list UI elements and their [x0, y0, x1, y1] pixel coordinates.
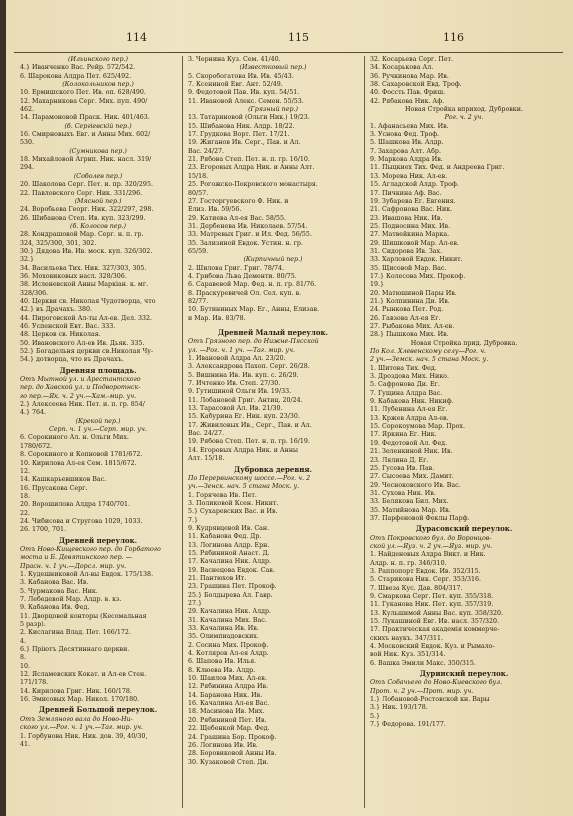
entry-line: 9. Федотовой Пав. Ив. куп. 54/51. [188, 89, 300, 97]
entry-line: 65/59. [188, 247, 209, 255]
entry-line: 20. Шаколова Серг. Пет. и. пр. 320/295. [20, 181, 153, 189]
entry-line: 4. Грибова Льва Дементи. 80/75. [188, 272, 297, 280]
entry-line: уч.—Зенск. нач. 5 стана Моск. у. [188, 483, 300, 491]
entry-line: 15. Шибанова Ник. Алдр. 18/22. [188, 122, 295, 130]
entry-line: (Ильинского пер.) [68, 56, 128, 63]
entry-line: 54.} дотворца, что въ Драчахъ. [20, 356, 124, 364]
entry-line: 5.} Сухаревских Вас. и Ив. [188, 508, 278, 516]
entry-line: 17. Грудкова Ворт. Пет. 17/21. [188, 131, 290, 139]
entry-line: Отъ Земляного вала до Ново-Ни- [20, 715, 133, 723]
entry-line: 50. Ивановского Ал-ев Ив. Дьяк. 335. [20, 339, 145, 347]
entry-line: 34. Васильева Тих. Ник. 327/303, 305. [20, 264, 147, 272]
entry-line: 17. Качалина Ник. Алдр. [188, 558, 272, 566]
entry-line: 48. Церков св. Николая. [20, 331, 101, 339]
entry-line: (Кирпичный пер.) [243, 256, 303, 264]
entry-line: 11. Гуканова Ник. Пет. куп. 357/319. [370, 601, 494, 609]
entry-line: 7. Лебедевой Мар. Алдр. в. кз. [20, 596, 122, 603]
entry-line: 8. Праскуревичей Ол. Сел. куп. в. [188, 289, 302, 297]
entry-line: 1. Афанасьева Мих. Ив. [370, 122, 449, 130]
entry-line: 26. 1700, 701. [20, 526, 67, 534]
entry-line: 36. Ручкинова Мар. Ив. [370, 72, 449, 80]
entry-line: 38. Сахаровской Евд. Троф. [370, 81, 462, 89]
entry-line: 21.} Колпинина Ди. Ив. [370, 297, 450, 305]
entry-line: 33. Качалина Ив. Ив. [188, 625, 259, 633]
entry-line: 13. Кржев Алдра Ал-ев. [370, 414, 449, 422]
entry-line: 13. Татариновой (Ольги Ник.) 19/23. [188, 114, 310, 122]
entry-line: 9. Кабакова Ник. Никиф. [370, 398, 454, 406]
entry-line: Отъ Собачьего до Ново-Киевского бул. [370, 679, 503, 687]
entry-line: 28.} Пышкова Мих. Ив. [370, 331, 449, 339]
entry-line: 52.} Богадельня церкви св.Николая Чу- [20, 348, 154, 356]
entry-line: 5.} [370, 712, 381, 720]
entry-line: 27. Матвейкина Марка. [370, 231, 450, 239]
entry-line: 9. Кудрявцевой Ив. Сан. [188, 524, 270, 532]
page-number-left: 114 [126, 31, 147, 44]
ledger-page [6, 0, 573, 816]
entry-line: 17. Практическая академія коммерче- [370, 626, 500, 634]
entry-line: Вас. 24/27. [188, 147, 225, 155]
entry-line: 24. Грашина Бор. Прокоф. [188, 733, 277, 741]
entry-line: 328/306. [20, 289, 49, 297]
column-divider [364, 56, 365, 808]
entry-line: 6. Сорокиного Ал. н. Ольги Мих. [20, 434, 129, 442]
entry-line: Рог. ч. 2 уч. [444, 114, 484, 122]
entry-line: Отъ Мытной ул. и Арестантского [20, 376, 141, 384]
entry-line: 8. Клюева Ив. Алдр. [188, 666, 256, 674]
entry-line: 35. Зализиной Евдок. Устин. н. гр. [188, 239, 303, 247]
entry-line: 24. Рынкова Пет. Род. [370, 306, 444, 314]
entry-line: 19. Васнецова Евдок. Сав. [188, 566, 275, 574]
entry-line: 19. Федотовой Ал. Фед. [370, 439, 448, 447]
entry-line: пер. до Хавской ул. и Подворотнск- [20, 384, 141, 392]
header-rule [14, 52, 563, 53]
entry-line: 7.} [188, 516, 199, 524]
entry-line: (б. Сергіевскій пер.) [64, 122, 132, 130]
entry-line: 21. Зеленкиной Ник. Ив. [370, 448, 453, 456]
entry-line: 5. Шашкова Ив. Алдр. [370, 139, 444, 147]
entry-line: 27. Рыбакова Мих. Ал-ев. [370, 323, 455, 330]
entry-line: 23. Егоровых Алдра Ник. и Анны Алт. [188, 164, 315, 172]
entry-line: 15/18. [188, 172, 209, 180]
entry-line: 14. Кирилова Григ. Ник. 160/178. [20, 687, 132, 695]
entry-line: 294. [20, 164, 35, 172]
entry-line: 31. Качалина Мих. Вас. [188, 616, 267, 624]
entry-line: 26. Шибанова Степ. Ив. куп. 323/299. [20, 214, 146, 222]
entry-line: Отъ Покровского бул. до Воронцов- [370, 534, 492, 542]
entry-line: 14. Кашкарьевшиков Вас. [20, 476, 107, 484]
entry-line: Новая Стройка прид. Дубровка. [410, 339, 518, 347]
entry-line: 2. Кислагина Влад. Пет. 166/172. [20, 629, 131, 637]
entry-line: 6. Саравевой Мар. Фед. н. п. гр. 81/76. [188, 281, 317, 289]
entry-line: 20. Рябининой Пет. Ив. [188, 716, 267, 724]
entry-line: 11. Кабанова Фед. Др. [188, 533, 262, 541]
entry-line: 20. Матюшиной Пары Ив. [370, 289, 457, 297]
entry-line: 10. [20, 662, 31, 670]
entry-line: 17. Пичкина Аф. Вас. [370, 189, 442, 197]
section-heading: Древней Малый переулок. [217, 329, 328, 337]
entry-line: 42.} въ Драчахъ. 380. [20, 306, 92, 314]
entry-line: 15. Лукашиной Евг. Ив. насл. 357/320. [370, 618, 500, 626]
entry-line: (б. Колосов пер.) [69, 222, 127, 230]
entry-line: моста и Б. Девятинского пер. — [20, 554, 132, 562]
entry-line: 9. Кабанова Ив. Фед. [20, 604, 90, 612]
entry-line: 23. Ивашова Ник. Ив. [370, 214, 443, 222]
entry-line: 7. Захарова Алт. Абр. [370, 147, 441, 155]
entry-line: 10. Кирилова Ал-ея Сем. 1815/672. [20, 459, 137, 467]
entry-line: 30. Кузаковой Степ. Ди. [188, 758, 269, 766]
entry-line: 6. Вашка Эмили Макс. 350/315. [370, 659, 476, 667]
page-number-row [6, 31, 573, 47]
entry-line: 6.} Пріютъ Десятиннаго церкви. [20, 646, 130, 654]
entry-line: 29. Чесноковского Ив. Вас. [370, 481, 461, 489]
entry-line: 15. Сорокоумова Мар. Прох. [370, 423, 465, 431]
entry-line: Прасн. ч. 1 уч.—Дорсл. мир. уч. [20, 562, 127, 570]
entry-line: 21. Рябова Степ. Пет. н. п. гр. 16/10. [188, 156, 310, 164]
entry-line: 4. Московский Евдок. Куз. и Рымало- [370, 643, 495, 651]
entry-line: 6. Шарокова Алдра Пет. 625/492. [20, 72, 132, 80]
entry-line: 5. Скоробогатова Ив. Ив. 45/43. [188, 72, 294, 80]
entry-line: 2. Шилова Григ. Григ. 78/74. [188, 264, 285, 272]
entry-line: 23. Лялина Д. Ег. [370, 456, 429, 464]
entry-line: 19. Рябова Степ. Пет. н. п. гр. 16/19. [188, 438, 310, 446]
page-number-center: 115 [288, 31, 309, 44]
entry-line: 35. Олимпиадовских. [188, 633, 259, 641]
entry-line: 32. Косарьева Серг. Пет. [370, 56, 454, 63]
section-heading: Древней Большой переулок. [38, 706, 158, 715]
entry-line: 5. Вишнина Ив. Ив. куп. с. 26/29. [188, 371, 299, 379]
entry-line: 16. Прусакова Серг. [20, 484, 88, 492]
entry-line: 46. Успенской Евт. Вас. 333. [20, 323, 116, 330]
column-divider [182, 56, 183, 808]
entry-line: 16. Эмисовых Мар. Никол. 170/180. [20, 696, 140, 704]
entry-line: 33. Белякова Бил. Мих. [370, 498, 449, 506]
entry-line: 33. Харловой Евдок. Никит. [370, 256, 463, 264]
entry-line: 37. Парфеновой Феклы Парф. [370, 514, 470, 522]
text-column-right [370, 56, 558, 810]
entry-line: 22. [20, 509, 31, 517]
entry-line: 25. Подносина Мих. Ив. [370, 222, 451, 230]
entry-line: (Мясной пер.) [74, 197, 122, 205]
entry-line: (Крекой пер.) [75, 417, 121, 425]
entry-line: 22. Щебенкой Мар. Фед. [188, 725, 270, 733]
entry-line: ул. —Рог. ч. 1 уч. —Таг. мир. уч. [188, 346, 295, 354]
entry-line: 16. Смирновыхъ Евг. и Анны Мих. 602/ [20, 131, 151, 139]
entry-line: 22. Павловского Серг. Ник. 331/296. [20, 189, 143, 197]
text-column-left [20, 56, 176, 810]
entry-line: 19. Жиганов Ив. Серг., Пав. и Ал. [188, 139, 301, 147]
section-heading: Древняя площадь. [59, 366, 137, 375]
entry-line: 34. Косарькова Ал. [370, 64, 434, 72]
entry-line: Отъ Грязного пер. до Нижне-Пясской [188, 338, 319, 346]
entry-line: 3. Раппопорт Евдок. Ив. 352/315. [370, 567, 481, 575]
entry-line: 28. Боровиковой Анны Ив. [188, 750, 277, 758]
entry-line: 21. Пантюхов Ит. [188, 574, 247, 582]
entry-line: 29. Качалина Ник. Алдр. [188, 608, 272, 616]
entry-line: 13. Тарасовой Ал. Ив. 21/30. [188, 405, 283, 413]
entry-line: и Мар. Ив. 83/78. [188, 314, 246, 322]
entry-line: 10. Шаилов Мих. Ал-ев. [188, 675, 267, 683]
entry-line: 11. Ивановой Алекс. Семен. 55/53. [188, 97, 304, 105]
entry-line: 7. Гущина Алдра Вас. [370, 389, 443, 397]
entry-line: Серп. ч. 1 уч.—Серп. мир. уч. [49, 426, 147, 434]
entry-line: 38. Исленевской Анны Маркіан. к. мг. [20, 281, 149, 289]
section-heading: Дуринский переулок. [419, 670, 509, 679]
entry-line: ской ул.—Яуз. ч. 2 уч.—Яуз. мир. уч. [370, 542, 493, 550]
entry-line: Отъ Ново-Кищевского пер. до Горбатого [20, 545, 161, 553]
entry-line: 5 разр). [20, 621, 46, 629]
entry-line: 36. Моховиковых насл. 328/306. [20, 272, 127, 280]
entry-line: 17.} Колесова Мих. Прокоф. [370, 272, 466, 280]
entry-line: 324, 325/300, 301, 302. [20, 239, 97, 247]
entry-line: 31. Сидорова Ив. Зах. [370, 247, 443, 255]
entry-line: 3. Уснова Фед. Троф. [370, 131, 440, 139]
entry-line: 24. Воробьева Георг. Ник. 322/297, 298. [20, 206, 154, 214]
entry-line: 35. Щисовой Мар. Вас. [370, 264, 447, 272]
entry-line: 40. Церкви св. Николая Чудотворца, что [20, 297, 156, 305]
entry-line: 4. Котляров Ал-ея Алдр. [188, 650, 269, 658]
entry-line: 33. Матревых Григ. и Ил. Фед. 56/55. [188, 231, 312, 239]
entry-line: 3. Кабанова Вас. Ив. [20, 579, 89, 587]
entry-line: го пер.—Як. ч. 2 уч.—Хам.-мир. уч. [20, 392, 137, 400]
entry-line: 41. [20, 740, 31, 748]
entry-line: 7. Ксениной Евг. Ант. 52/49. [188, 81, 283, 89]
entry-line [188, 323, 358, 327]
entry-line: 17. Яркина Ег. Ник. [370, 431, 437, 439]
entry-line: (Сумникова пер.) [69, 147, 127, 155]
entry-line: 1. Найденовых Алдра Викт. и Ник. [370, 551, 486, 559]
entry-line: 1. Шитова Тих. Фед. [370, 364, 437, 372]
entry-line: 7. Швеза Кус. Дав. 804/317. [370, 584, 463, 592]
entry-line: 4.} 764. [20, 409, 47, 417]
entry-line: (Грязный пер.) [248, 106, 298, 114]
entry-line: 3. Александрова Пахоп. Серг. 26/28. [188, 363, 310, 371]
entry-line: 2 уч.—Земск. нач. 5 стана Моск. у. [370, 356, 489, 364]
entry-line: вой Ник. Куз. 351/314. [370, 651, 446, 659]
entry-line: 11. Пыцкиех Тих. Фед. и Андреева Григ. [370, 164, 505, 172]
entry-line: 20. Ворошилова Алдра 1740/701. [20, 501, 130, 509]
entry-line: 171/178. [20, 679, 49, 687]
entry-line: 1780/672. [20, 442, 53, 450]
entry-line: 12. Рябинина Алдра Ив. [188, 683, 269, 691]
entry-line: 32.} [20, 256, 35, 264]
entry-line: 18. Михайловой Агрип. Ник. насл. 319/ [20, 156, 152, 164]
entry-line: 80/57. [188, 189, 209, 197]
entry-line: 13. Логинова Алдр. Ерн. [188, 541, 270, 549]
entry-line: 35. Матийнова Мар. Ив. [370, 506, 451, 514]
entry-line: 15. Агладской Алдр. Троф. [370, 181, 459, 189]
entry-line: 5. Старикова Ник. Серг. 353/316. [370, 576, 481, 584]
entry-line: 13. Кульшимой Анны Вас. куп. 358/320. [370, 609, 504, 617]
entry-line: 19. Зубарева Ег. Евгения. [370, 197, 456, 205]
entry-line: 5. Чурмакова Вас. Ник. [20, 587, 98, 595]
entry-line: 17. Живиловых Ив., Серг., Пав. и Ал. [188, 421, 312, 429]
entry-line: (Колокольников пер.) [62, 81, 134, 89]
entry-line: 14. Баранова Ник. Ив. [188, 691, 263, 699]
entry-line: 9. Маркова Алдра Ив. [370, 156, 443, 164]
entry-line: Вас. 24/27. [188, 430, 225, 438]
entry-line: 27. Сысоева Мих. Дамит. [370, 473, 454, 481]
entry-line: 462. [20, 106, 35, 114]
entry-line: 26. Логинова Ив. Ив. [188, 741, 258, 749]
entry-line: 1. Горячева Ив. Пет. [188, 491, 257, 499]
entry-line: 42. Рябакова Ник. Аф. [370, 97, 445, 105]
entry-line: 16. Качалина Ал-ея Вас. [188, 700, 270, 708]
entry-line: 2.} Алексеева Ник. Пет. и. п. гр. 854/ [20, 401, 145, 409]
entry-line: 530. [20, 139, 35, 147]
entry-line: Алдр. н. п. гр. 346/310. [370, 559, 447, 567]
entry-line: 31. Сухова Ник. Ив. [370, 489, 436, 497]
entry-line: 14. Егоровых Алдра Ник. и Анны [188, 446, 299, 454]
entry-line: 1. Горбунова Ник. Ник. дов. 39, 40/30, [20, 732, 148, 740]
entry-line: 12. [20, 467, 31, 475]
section-heading: Древней переулок. [58, 536, 138, 545]
entry-line: 26. Гавзова Ал-ея Ег. [370, 314, 441, 322]
entry-line: 4.} Иванченко Вас. Рейр. 572/542. [20, 64, 136, 72]
entry-line: 11. Дворцовой конторы (Кесомальная [20, 612, 147, 620]
entry-line: 2. Сосина Мих. Прокоф. [188, 641, 269, 649]
entry-line: Алт. 15/18. [188, 455, 225, 463]
entry-line: 8. [20, 654, 27, 662]
entry-line: 15. Кабурина Ег. Ник. куп. 23/30. [188, 413, 300, 421]
entry-line: 1.} Лобановой-Ростовской кн. Вары [370, 696, 490, 704]
entry-line: 21. Сафронова Вас. Ник. [370, 206, 453, 214]
entry-line: 13. Морева Ник. Ал-ев. [370, 172, 448, 180]
entry-line: 29. Шишковой Мар. Ал-ев. [370, 239, 459, 247]
entry-line: 30.} Дядова Ив. Ив. моск. куп. 326/302. [20, 247, 153, 255]
entry-line: Прот. ч. 2 уч.—Прот. мир. уч. [370, 687, 474, 695]
entry-line: 11. Лобановой Григ. Антиц. 20/24. [188, 396, 303, 404]
entry-line: 9. Гутишиной Ольги Ив. 19/33. [188, 388, 292, 396]
section-heading: Дубровка деревня. [234, 465, 312, 474]
entry-line: 10. Ермишского Пет. Ив. оп. 628/490. [20, 89, 146, 97]
entry-line: 18. [20, 492, 31, 500]
entry-line: 12. Ясламевских Кокат. и Ал-ев Стен. [20, 671, 147, 679]
entry-line: (Известковый пер.) [239, 64, 307, 72]
entry-line: По Перервинскому шоссе.—Рог. ч. 2 [188, 474, 311, 482]
entry-line: 10. Бутининых Мар. Ег., Анны, Елизав. [188, 306, 320, 314]
entry-line: 15. Рябининой Анаст. Д. [188, 549, 270, 557]
entry-line: 44. Пироговской Ал-ты Ал-ев. Дел. 332. [20, 314, 153, 322]
entry-line: 3. Дроздова Мих. Нико. [370, 373, 449, 381]
entry-line: 1. Ивановой Алдра Ал. 23/20. [188, 355, 286, 363]
entry-line: 40. Фоссть Пав. Фриш. [370, 89, 446, 97]
entry-line: 24. Чибисова и Стругова 1029, 1033. [20, 517, 143, 525]
entry-line: 7.} Федорова. 191/177. [370, 721, 446, 729]
entry-line: 18. Масинова Ив. Мих. [188, 708, 265, 716]
entry-line: 6. Шапова Ив. Илья. [188, 658, 257, 666]
entry-line: 7. Ичтенко Ив. Степ. 27/30. [188, 380, 281, 388]
entry-line: По Кол. Хлевенскому селу—Рог. ч. [370, 348, 487, 356]
entry-line: 1. Кудешниковой Ал-вы Евдок. 175/138. [20, 570, 154, 578]
entry-line: 27. Госторгуевского Ф. Ник. и [188, 197, 289, 205]
entry-line: 14. Парамоновой Праск. Ник. 401/463. [20, 114, 150, 122]
entry-line: 25. Рогожско-Покровского монастыря. [188, 181, 318, 189]
entry-line: 3. Поликовой Ксен. Никит. [188, 499, 279, 507]
entry-line: 82/77. [188, 297, 209, 305]
entry-line: скихъ наукъ. 347/311. [370, 634, 443, 642]
entry-line: 11. Лубенина Ал-ея Ег. [370, 406, 448, 414]
entry-line: (Соболев пер.) [73, 172, 123, 180]
entry-line: Елиз. Ив. 59/56. [188, 206, 242, 214]
entry-line: 23. Грашина Пет. Прокоф. [188, 583, 277, 591]
entry-line: 8. Сорокиного и Копновой 1781/672. [20, 451, 143, 459]
entry-line: 3.} Ник. 193/178. [370, 704, 428, 712]
entry-line: 25.} Болдырева Ал. Гавр. [188, 591, 273, 599]
entry-line: 28. Кондрашовой Мар. Серг. н. п. гр. [20, 231, 144, 239]
entry-line: 3. Чернина Куз. Сем. 41/40. [188, 56, 281, 63]
entry-line: 31. Дербенева Ив. Николаев. 57/54. [188, 222, 308, 230]
entry-line: 12. Махарникова Серг. Мих. пуп. 490/ [20, 97, 148, 105]
entry-line: 9. Смаркова Серг. Пет. куп. 355/318. [370, 593, 494, 600]
entry-line: 27.} [188, 600, 203, 607]
entry-line: 4. [20, 637, 27, 645]
entry-line: 19.} [370, 281, 385, 289]
page-number-right: 116 [443, 31, 464, 44]
entry-line: Новая Стройка вприход. Дубровки. [405, 106, 523, 114]
entry-line: ского ул.—Рог. ч. 1 уч.—Таг. мир. уч. [20, 724, 144, 732]
entry-line: 5. Сафронова Ди. Ег. [370, 381, 440, 389]
section-heading: Дурасовский переулок. [415, 525, 513, 534]
entry-line: 29. Катиева Ал-ея Вас. 58/55. [188, 214, 287, 222]
entry-line: 25. Гусева Ив. Пав. [370, 464, 435, 472]
text-column-middle [188, 56, 358, 810]
